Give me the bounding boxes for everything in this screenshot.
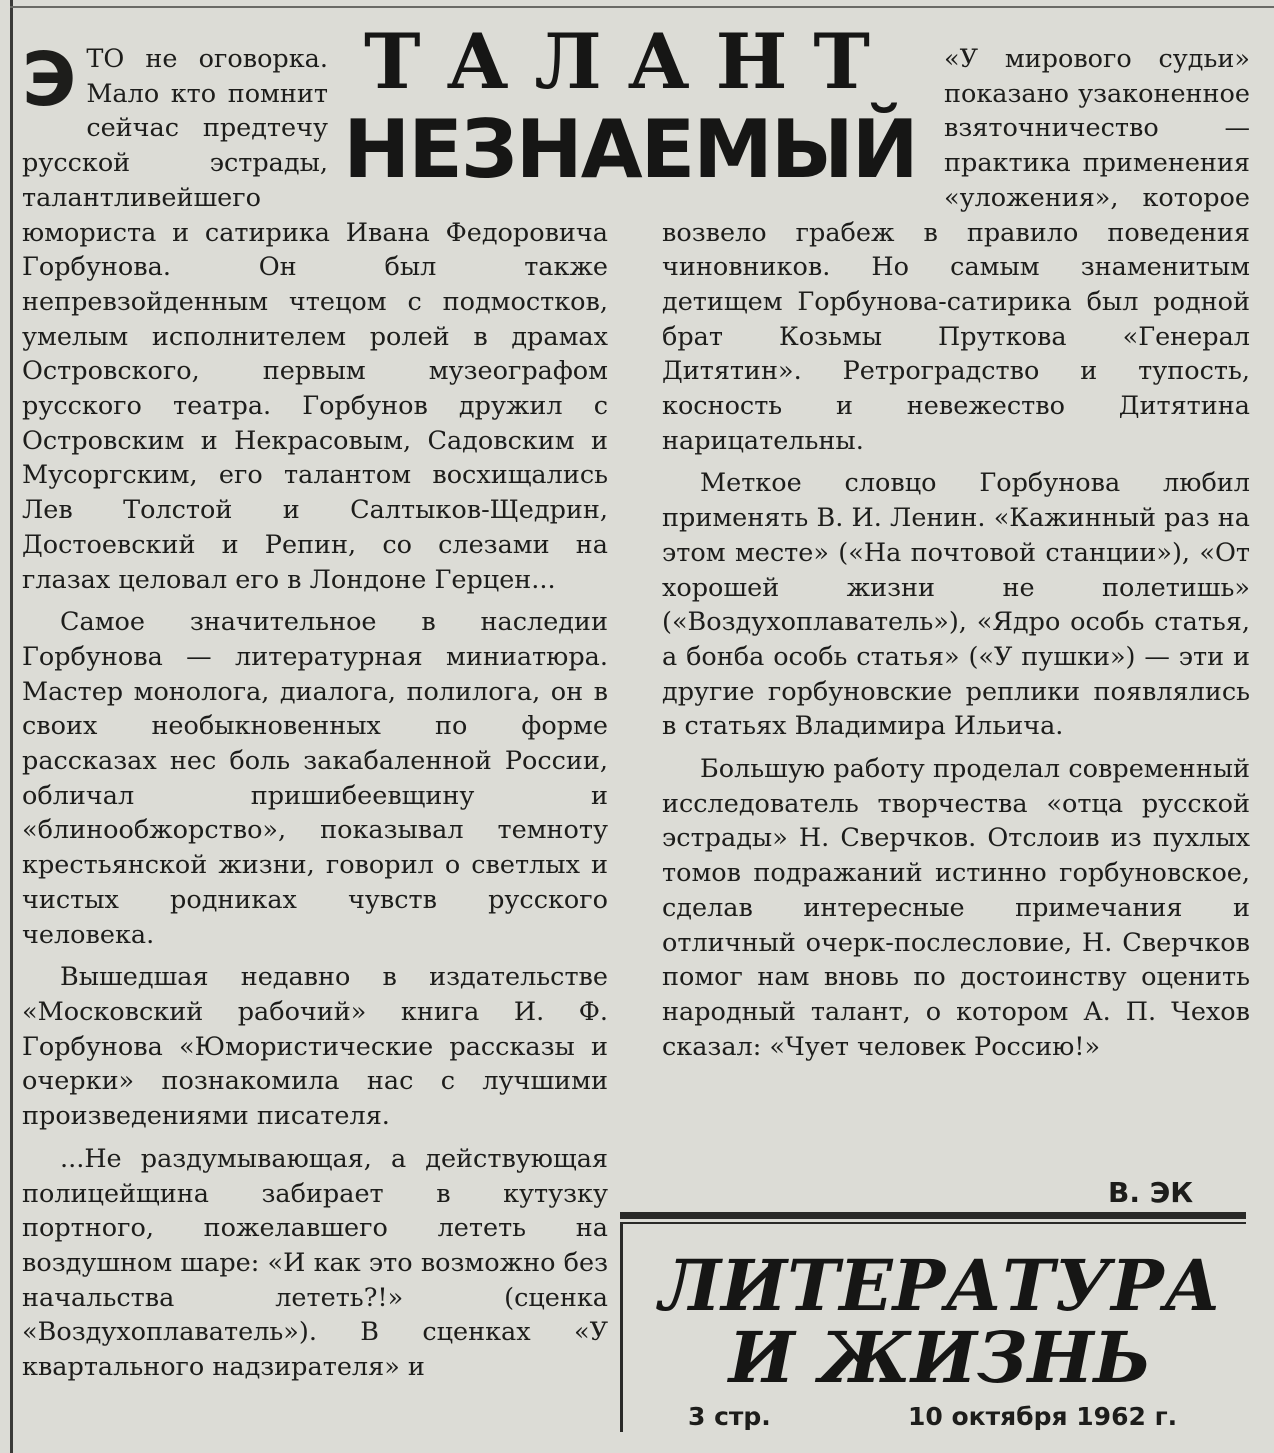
issue-date: 10 октября 1962 г.: [908, 1402, 1178, 1431]
headline-wrap-space: [328, 42, 608, 214]
headline-line-2: НЕЗНАЕМЫЙ: [343, 103, 917, 196]
clipping-left-edge: [10, 0, 13, 1453]
paragraph-3: Вышедшая недавно в издательстве «Московский рабочий» книга И. Ф. Горбунова «Юмористические рассказы и очерки» познакомила нас с лучшими произведениями писателя.: [22, 962, 608, 1132]
article-column-2: [662, 42, 1250, 1064]
headline-wrap-space: [662, 42, 944, 214]
masthead-line-1: ЛИТЕРАТУРА: [659, 1244, 1221, 1327]
paragraph-1: ТО не оговорка. Мало кто помнит сейчас предтечу русской эстрады, талантливейшего юмориста и сатирика Ивана Федоровича Горбунова. Он был также непревзойденным чтецом с подмостков, умелым исполнителем ролей в драмах Островского, первым музеографом русского театра. Горбунов дружил с Островским и Некрасовым, Садовским и Мусоргским, его талантом восхищались Лев Толстой и Салтыков-Щедрин, Достоевский и Репин, со слезами на глазах целовал его в Лондоне Герцен...: [22, 44, 608, 595]
masthead-rule-thin: [620, 1222, 1246, 1224]
author-signature: В. ЭК: [1108, 1176, 1194, 1209]
paragraph-6: Меткое словцо Горбунова любил применять В. И. Ленин. «Кажинный раз на этом месте» («На почтовой станции»), «От хорошей жизни не полетишь» («Воздухоплаватель»), «Ядро особь статья, а бонба особь статья» («У пушки») — эти и другие горбуновские реплики появлялись в статьях Владимира Ильича.: [662, 468, 1250, 742]
article-column-1: [22, 37, 608, 1385]
headline-line-1: ТАЛАНТ: [364, 17, 896, 106]
paragraph-2: Самое значительное в наследии Горбунова — литературная миниатюра. Мастер монолога, диалога, полилога, он в своих необыкновенных по форме рассказах нес боль закабаленной России, обличал пришибеевщину и «блинообжорство», показывал темноту крестьянской жизни, говорил о светлых и чистых родниках чувств русского человека.: [22, 607, 608, 950]
page-number: 3 стр.: [688, 1402, 771, 1431]
newspaper-masthead: [640, 1244, 1240, 1399]
paragraph-5: «У мирового судьи» показано узаконенное взяточничество — практика применения «уложения», которое возвело грабеж в правило поведения чиновников. Но самым знаменитым детищем Горбунова-сатирика был родной брат Козьмы Пруткова «Генерал Дитятин». Ретроградство и тупость, косность и невежество Дитятина нарицательны.: [662, 44, 1250, 456]
paragraph-7: Большую работу проделал современный исследователь творчества «отца русской эстрады» Н. Сверчков. Отслоив из пухлых томов подражаний истинно горбуновское, сделав интересные примечания и отличный очерк-послесловие, Н. Сверчков помог нам вновь по достоинству оценить народный талант, о котором А. П. Чехов сказал: «Чует человек Россию!»: [662, 754, 1250, 1062]
masthead-rule: [620, 1212, 1246, 1219]
masthead-side-rule: [620, 1222, 623, 1432]
paragraph-4: ...Не раздумывающая, а действующая полицейщина забирает в кутузку портного, пожелавшего лететь на воздушном шаре: «И как это возможно без начальства лететь?!» (сценка «Воздухоплаватель»). В сценках «У квартального надзирателя» и: [22, 1143, 608, 1383]
drop-cap: Э: [22, 37, 77, 123]
masthead-line-2: И ЖИЗНЬ: [728, 1316, 1152, 1399]
clipping-top-edge: [10, 6, 1274, 8]
